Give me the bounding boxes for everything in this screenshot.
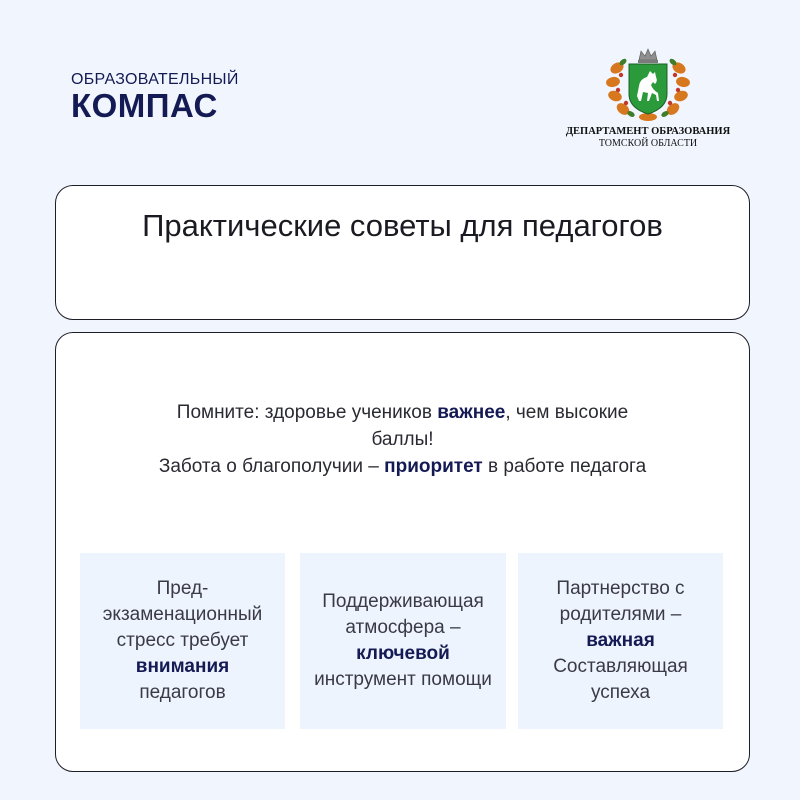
content-card bbox=[55, 332, 750, 772]
title-card bbox=[55, 185, 750, 320]
logo-title: КОМПАС bbox=[71, 87, 218, 124]
emphasis-important: важнее bbox=[437, 402, 506, 423]
department-region: ТОМСКОЙ ОБЛАСТИ bbox=[598, 138, 698, 149]
crest-icon bbox=[603, 46, 693, 122]
intro-text bbox=[156, 399, 649, 480]
tip-tile-stress bbox=[80, 553, 285, 729]
logo-subtitle: ОБРАЗОВАТЕЛЬНЫЙ bbox=[71, 71, 239, 88]
intro-paragraph-1: Помните: здоровье учеников важнее, чем высокие баллы! bbox=[176, 402, 629, 450]
tip-tile-parents bbox=[518, 553, 723, 729]
page-title: Практические советы для педагогов bbox=[142, 208, 663, 243]
tip-tile-atmosphere bbox=[300, 553, 506, 729]
department-logo bbox=[560, 46, 736, 150]
intro-paragraph-2: Забота о благополучии – приоритет в работе педагога bbox=[158, 456, 647, 477]
kompas-logo bbox=[71, 72, 239, 123]
emphasis-priority: приоритет bbox=[384, 456, 483, 477]
tip-text: Партнерство с родителями – важная Составляющая успеха bbox=[553, 578, 688, 703]
tip-text: Поддерживающая атмосфера – ключевой инструмент помощи bbox=[314, 591, 492, 690]
department-name: ДЕПАРТАМЕНТ ОБРАЗОВАНИЯ bbox=[565, 126, 731, 137]
tip-text: Пред-экзаменационный стресс требует внимания педагогов bbox=[102, 578, 263, 703]
